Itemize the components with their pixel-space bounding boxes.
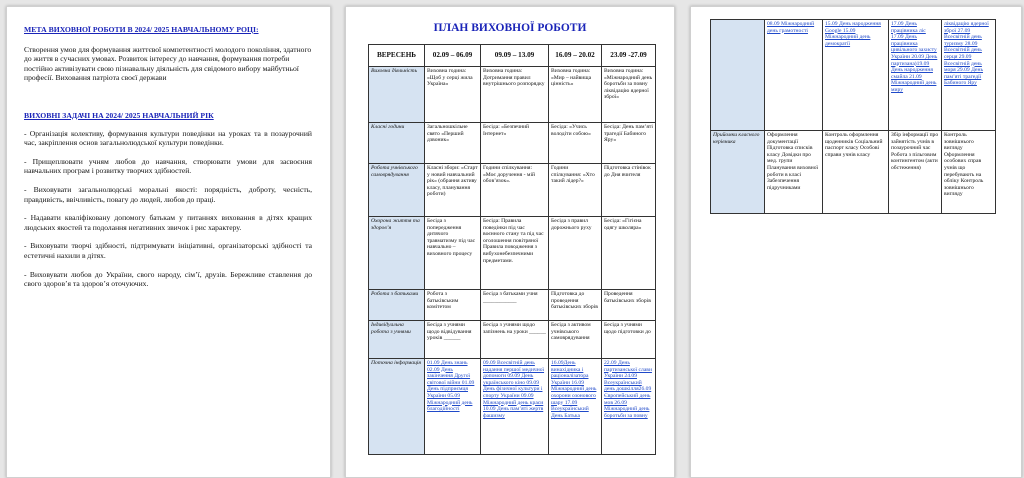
table-cell: Бесіда з учнями щодо запізнень на уроки ______ <box>481 321 549 359</box>
task-item: - Надавати кваліфіковану допомогу батькам у питаннях виховання в дітях кращих людських якостей та подолання негативних звичок і рис характеру. <box>24 213 312 232</box>
table-row <box>711 131 996 214</box>
table-cell: Години спілкування: «Хто такий лідер?» <box>549 164 602 217</box>
document-page-3 <box>690 6 1022 478</box>
goal-heading: МЕТА ВИХОВНОЇ РОБОТИ В 2024/ 2025 НАВЧАЛЬНОМУ РОЦІ: <box>24 25 259 34</box>
table-cell: Бесіда з батьками учня ____________ <box>481 290 549 321</box>
table-cell: Бесіда з правил дорожнього руху <box>549 217 602 290</box>
table-cell: Бесіда з учнями щодо відвідування уроків ______ <box>425 321 481 359</box>
plan-table <box>368 44 656 455</box>
week-header: 02.09 – 06.09 <box>425 45 481 67</box>
table-cell: Виховна година: «Міжнародний день боротьби за повну ліквідацію ядерної зброї» <box>602 67 656 123</box>
table-cell: Виховна година: Дотримання правил внутрішнього розпорядку <box>481 67 549 123</box>
table-row <box>369 217 656 290</box>
table-cell: Загальношкільне свято «Перший дзвоник» <box>425 123 481 164</box>
table-row <box>369 164 656 217</box>
table-cell: Виховна година: «Мир – найвища цінність» <box>549 67 602 123</box>
table-row <box>369 123 656 164</box>
row-label: Робота учнівського самоврядування <box>369 164 425 217</box>
table-row <box>369 67 656 123</box>
dates-cell: 17.09 День працівника ліс 17.09 День працівника цивільного захисту України 20.09 День партизана)19.09 День народження смайла 21.09 Міжнародний день миру <box>889 20 942 131</box>
table-cell: Бесіда: «Безпечний Інтернет» <box>481 123 549 164</box>
task-item: - Прищеплювати учням любов до навчання, створювати умови для засвоєння навчальних програм і розвитку творчих здібностей. <box>24 156 312 176</box>
table-cell: Контроль оформлення щоденників Соціальний паспорт класу Особові справи учнів класу <box>823 131 889 214</box>
task-item: - Виховувати загальнолюдські моральні якості: порядність, доброту, чесність, правдивість, ввічливість, повагу до людей, любов до праці. <box>24 184 312 204</box>
table-cell: Збір інформації про зайнятість учнів в позаурочний час Робота з пільговим контингентом (акти обстеження) <box>889 131 942 214</box>
row-label: Поточна інформація <box>369 359 425 455</box>
table-row <box>711 20 996 131</box>
table-header-row <box>369 45 656 67</box>
row-label: Робота з батьками <box>369 290 425 321</box>
table-cell: Бесіда: «Учись володіти собою» <box>549 123 602 164</box>
dates-cell: ліквідацію ядерної зброї 27.09 Всесвітній день туризму 28.09 Всесвітній день серця 29.09 Всесвітній день моря 29.09 День пам’яті трагедії Бабиного Яру <box>942 20 996 131</box>
week-header: 16.09 – 20.02 <box>549 45 602 67</box>
week-header: 23.09 -27.09 <box>602 45 656 67</box>
row-label: Прийомки класного керівника <box>711 131 765 214</box>
document-page-1 <box>6 6 331 478</box>
table-cell: Проведення батьківських зборів <box>602 290 656 321</box>
task-item: - Виховувати любов до України, свого народу, сім’ї, друзів. Бережливе ставлення до свого здоров’я та здоров’я оточуючих. <box>24 269 312 289</box>
dates-cell: 22.09 День партизанської слави України 24.09 Всеукраїнський день дошкілля26.09 Європейський день мов 26.09 Міжнародний день боротьби за повну <box>602 359 656 455</box>
plan-title: ПЛАН ВИХОВНОЇ РОБОТИ <box>433 22 587 34</box>
row-label: Індивідуальна робота з учнями <box>369 321 425 359</box>
dates-cell: 16.09День винахідника і раціоналізатора України 16.09 Міжнародний день охорони озонового шару 17.09 Всеукраїнський День Батька <box>549 359 602 455</box>
week-header: 09.09 – 13.09 <box>481 45 549 67</box>
dates-cell: 09.09 Всесвітній день надання першої медичної допомоги 09.09 День українського кіно 09.09 День фізичної культури і спорту України 09.09 Міжнародний день краси 10.09 День пам’яті жертв фашизму <box>481 359 549 455</box>
month-header: ВЕРЕСЕНЬ <box>369 45 425 67</box>
row-label: Охорона життя та здоров’я <box>369 217 425 290</box>
dates-cell: 15.09 День народження Google 15.09 Міжнародний день демократії <box>823 20 889 131</box>
tasks-heading: ВИХОВНІ ЗАДАЧІ НА 2024/ 2025 НАВЧАЛЬНИЙ РІК <box>24 110 214 120</box>
table-cell: Бесіда: «Гігієна одягу школяра» <box>602 217 656 290</box>
table-cell: Підготовка до проведення батьківських зборів <box>549 290 602 321</box>
task-item: - Організація колективу, формування культури поведінки на уроках та в позаурочний час, закріплення основ загальнолюдської культури поведінки. <box>24 128 312 148</box>
table-cell: Бесіда з активом учнівського самоврядування <box>549 321 602 359</box>
goal-text: Створення умов для формування життєвої компетентності молодого покоління, здатного до життя в сучасних умовах. Розвиток інтересу до навчання, формування потреби постійно активізувати свою пізнавальну діяльність для свідомого вибору майбутньої професії. Виховання патріота своєї держави <box>24 44 312 83</box>
table-cell: Виховна година: «Щоб у серці жила Україна» <box>425 67 481 123</box>
table-cell: Класні збори: «Старт у новий навчальний рік» (обрання активу класу, планування роботи) <box>425 164 481 217</box>
plan-table-continued <box>710 19 996 214</box>
table-cell: Контроль зовнішнього вигляду Оформлення особових справ учнів що перебувають на обліку Контроль зовнішнього вигляду <box>942 131 996 214</box>
row-label: Класні години <box>369 123 425 164</box>
dates-cell: 01.09 День знань 02.09 День закінчення Другої світової війни 01.09 День підприємця України 05.09 Міжнародний день благодійності <box>425 359 481 455</box>
dates-cell: 08.09 Міжнародний день грамотності <box>765 20 823 131</box>
document-page-2 <box>345 6 675 478</box>
table-cell: Оформлення документації Підготовка списків класу Довідки про мед. групи Планування виховної роботи в класі Забезпечення підручниками <box>765 131 823 214</box>
row-label <box>711 20 765 131</box>
row-label: Виховна діяльність <box>369 67 425 123</box>
table-row <box>369 359 656 455</box>
task-item: - Виховувати творчі здібності, підтримувати ініціативні, організаторські здібності та естетичні нахили в дітях. <box>24 241 312 260</box>
table-cell: Години спілкування: «Моє доручення - мій обов’язок». <box>481 164 549 217</box>
table-row <box>369 321 656 359</box>
table-cell: Бесіда: День пам’яті трагедії Бабиного Яру» <box>602 123 656 164</box>
table-row <box>369 290 656 321</box>
table-cell: Бесіда: Правила поведінки під час воєнного стану та під час оголошення повітряної Правила поводження з вибухонебезпечними предметами. <box>481 217 549 290</box>
table-cell: Бесіда з попередження дитячого травматизму під час навчально – виховного процесу <box>425 217 481 290</box>
table-cell: Підготовка стінівок до Дня вчителя <box>602 164 656 217</box>
table-cell: Бесіда з учнями щодо підготовки до <box>602 321 656 359</box>
page1-content <box>24 25 312 298</box>
table-cell: Робота з батьківським комітетом <box>425 290 481 321</box>
